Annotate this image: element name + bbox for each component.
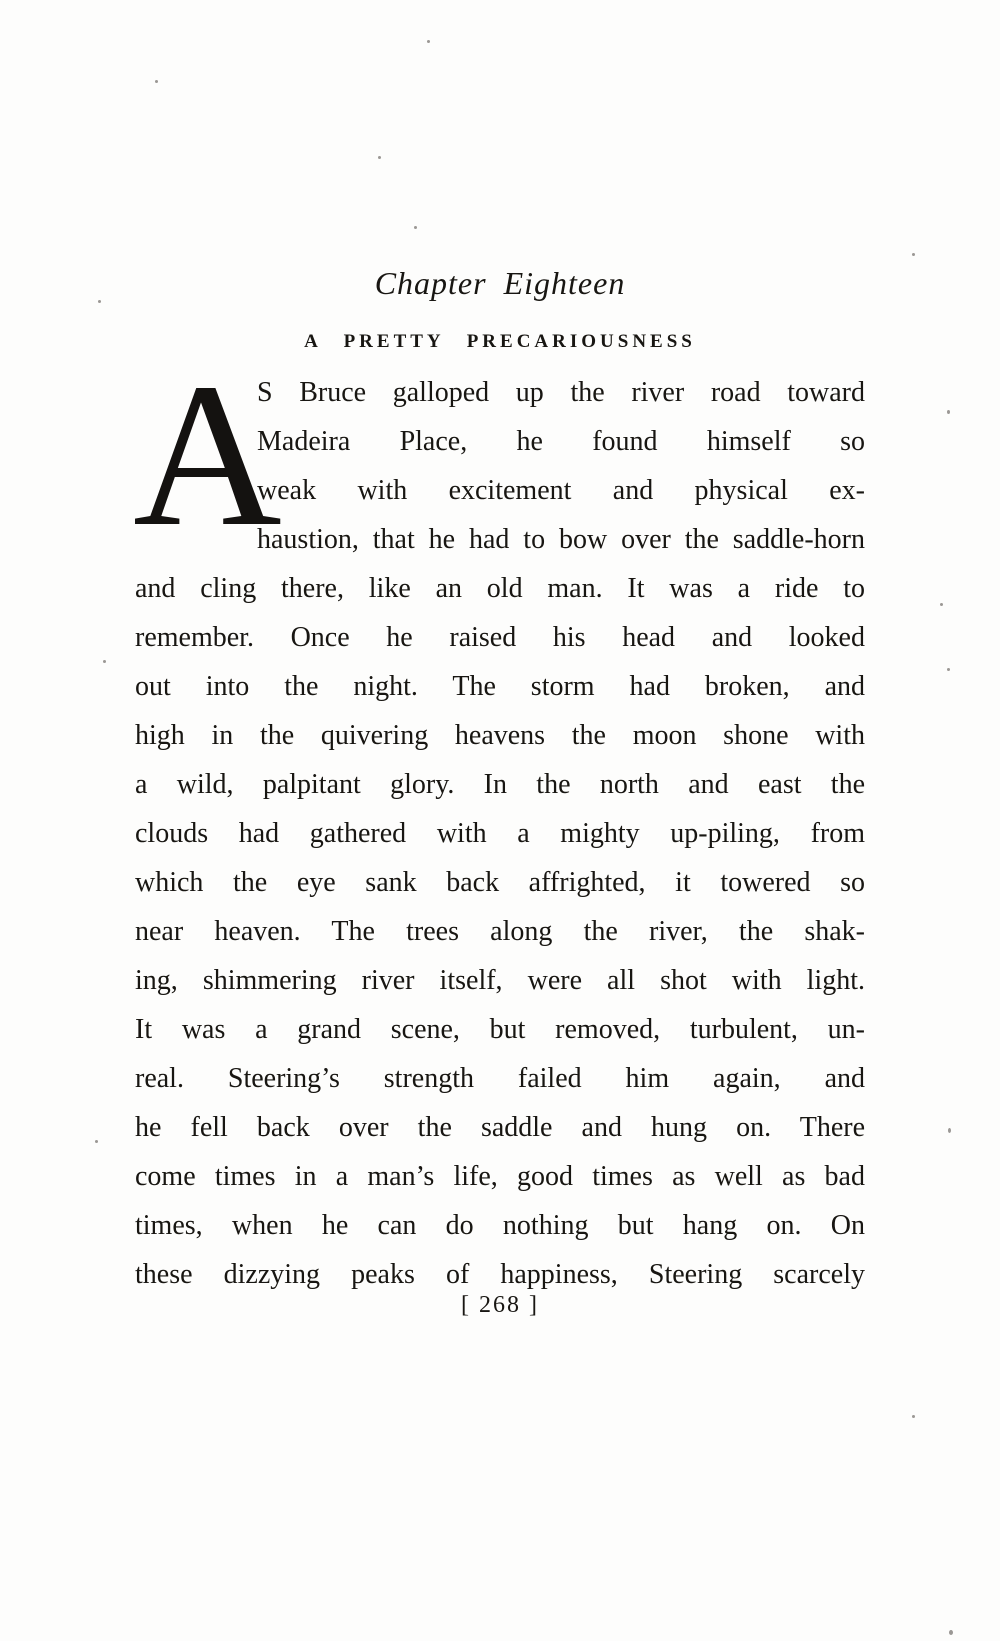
drop-cap-spacer [135, 368, 257, 516]
scan-speck [378, 156, 381, 159]
text-line: a wild, palpitant glory. In the north and east the [135, 769, 865, 800]
text-line: It was a grand scene, but removed, turbulent, un- [135, 1014, 865, 1045]
scan-speck [103, 660, 106, 663]
section-title: A PRETTY PRECARIOUSNESS [304, 331, 696, 352]
scan-speck [949, 1630, 953, 1635]
page-number: [ 268 ] [461, 1292, 539, 1318]
text-line: out into the night. The storm had broken, and [135, 671, 865, 702]
text-line: weak with excitement and physical ex- [257, 475, 865, 506]
scan-speck [427, 40, 430, 43]
body-text [135, 368, 865, 1299]
text-line: ing, shimmering river itself, were all shot with light. [135, 965, 865, 996]
text-line: clouds had gathered with a mighty up-piling, from [135, 818, 865, 849]
text-line: come times in a man’s life, good times as well as bad [135, 1161, 865, 1192]
chapter-title: Chapter Eighteen [374, 265, 626, 301]
drop-cap-letter: A [133, 340, 282, 569]
text-line: he fell back over the saddle and hung on. There [135, 1112, 865, 1143]
text-line: haustion, that he had to bow over the saddle-horn [257, 524, 865, 555]
text-line: and cling there, like an old man. It was a ride to [135, 573, 865, 604]
scan-speck [414, 226, 417, 229]
text-line: high in the quivering heavens the moon shone with [135, 720, 865, 751]
scan-speck [95, 1140, 98, 1143]
text-line: S Bruce galloped up the river road toward [257, 377, 865, 408]
text-line: times, when he can do nothing but hang on. On [135, 1210, 865, 1241]
scan-speck [948, 1128, 951, 1133]
text-line: which the eye sank back affrighted, it towered so [135, 867, 865, 898]
text-line: near heaven. The trees along the river, the shak- [135, 916, 865, 947]
text-line: remember. Once he raised his head and looked [135, 622, 865, 653]
text-line: these dizzying peaks of happiness, Steering scarcely [135, 1259, 865, 1290]
scan-speck [912, 253, 915, 256]
scan-speck [155, 80, 158, 83]
scan-speck [940, 603, 943, 606]
text-line: Madeira Place, he found himself so [257, 426, 865, 457]
text-line: real. Steering’s strength failed him again, and [135, 1063, 865, 1094]
scan-speck [947, 668, 950, 671]
scan-speck [947, 410, 950, 414]
scan-speck [912, 1415, 915, 1418]
